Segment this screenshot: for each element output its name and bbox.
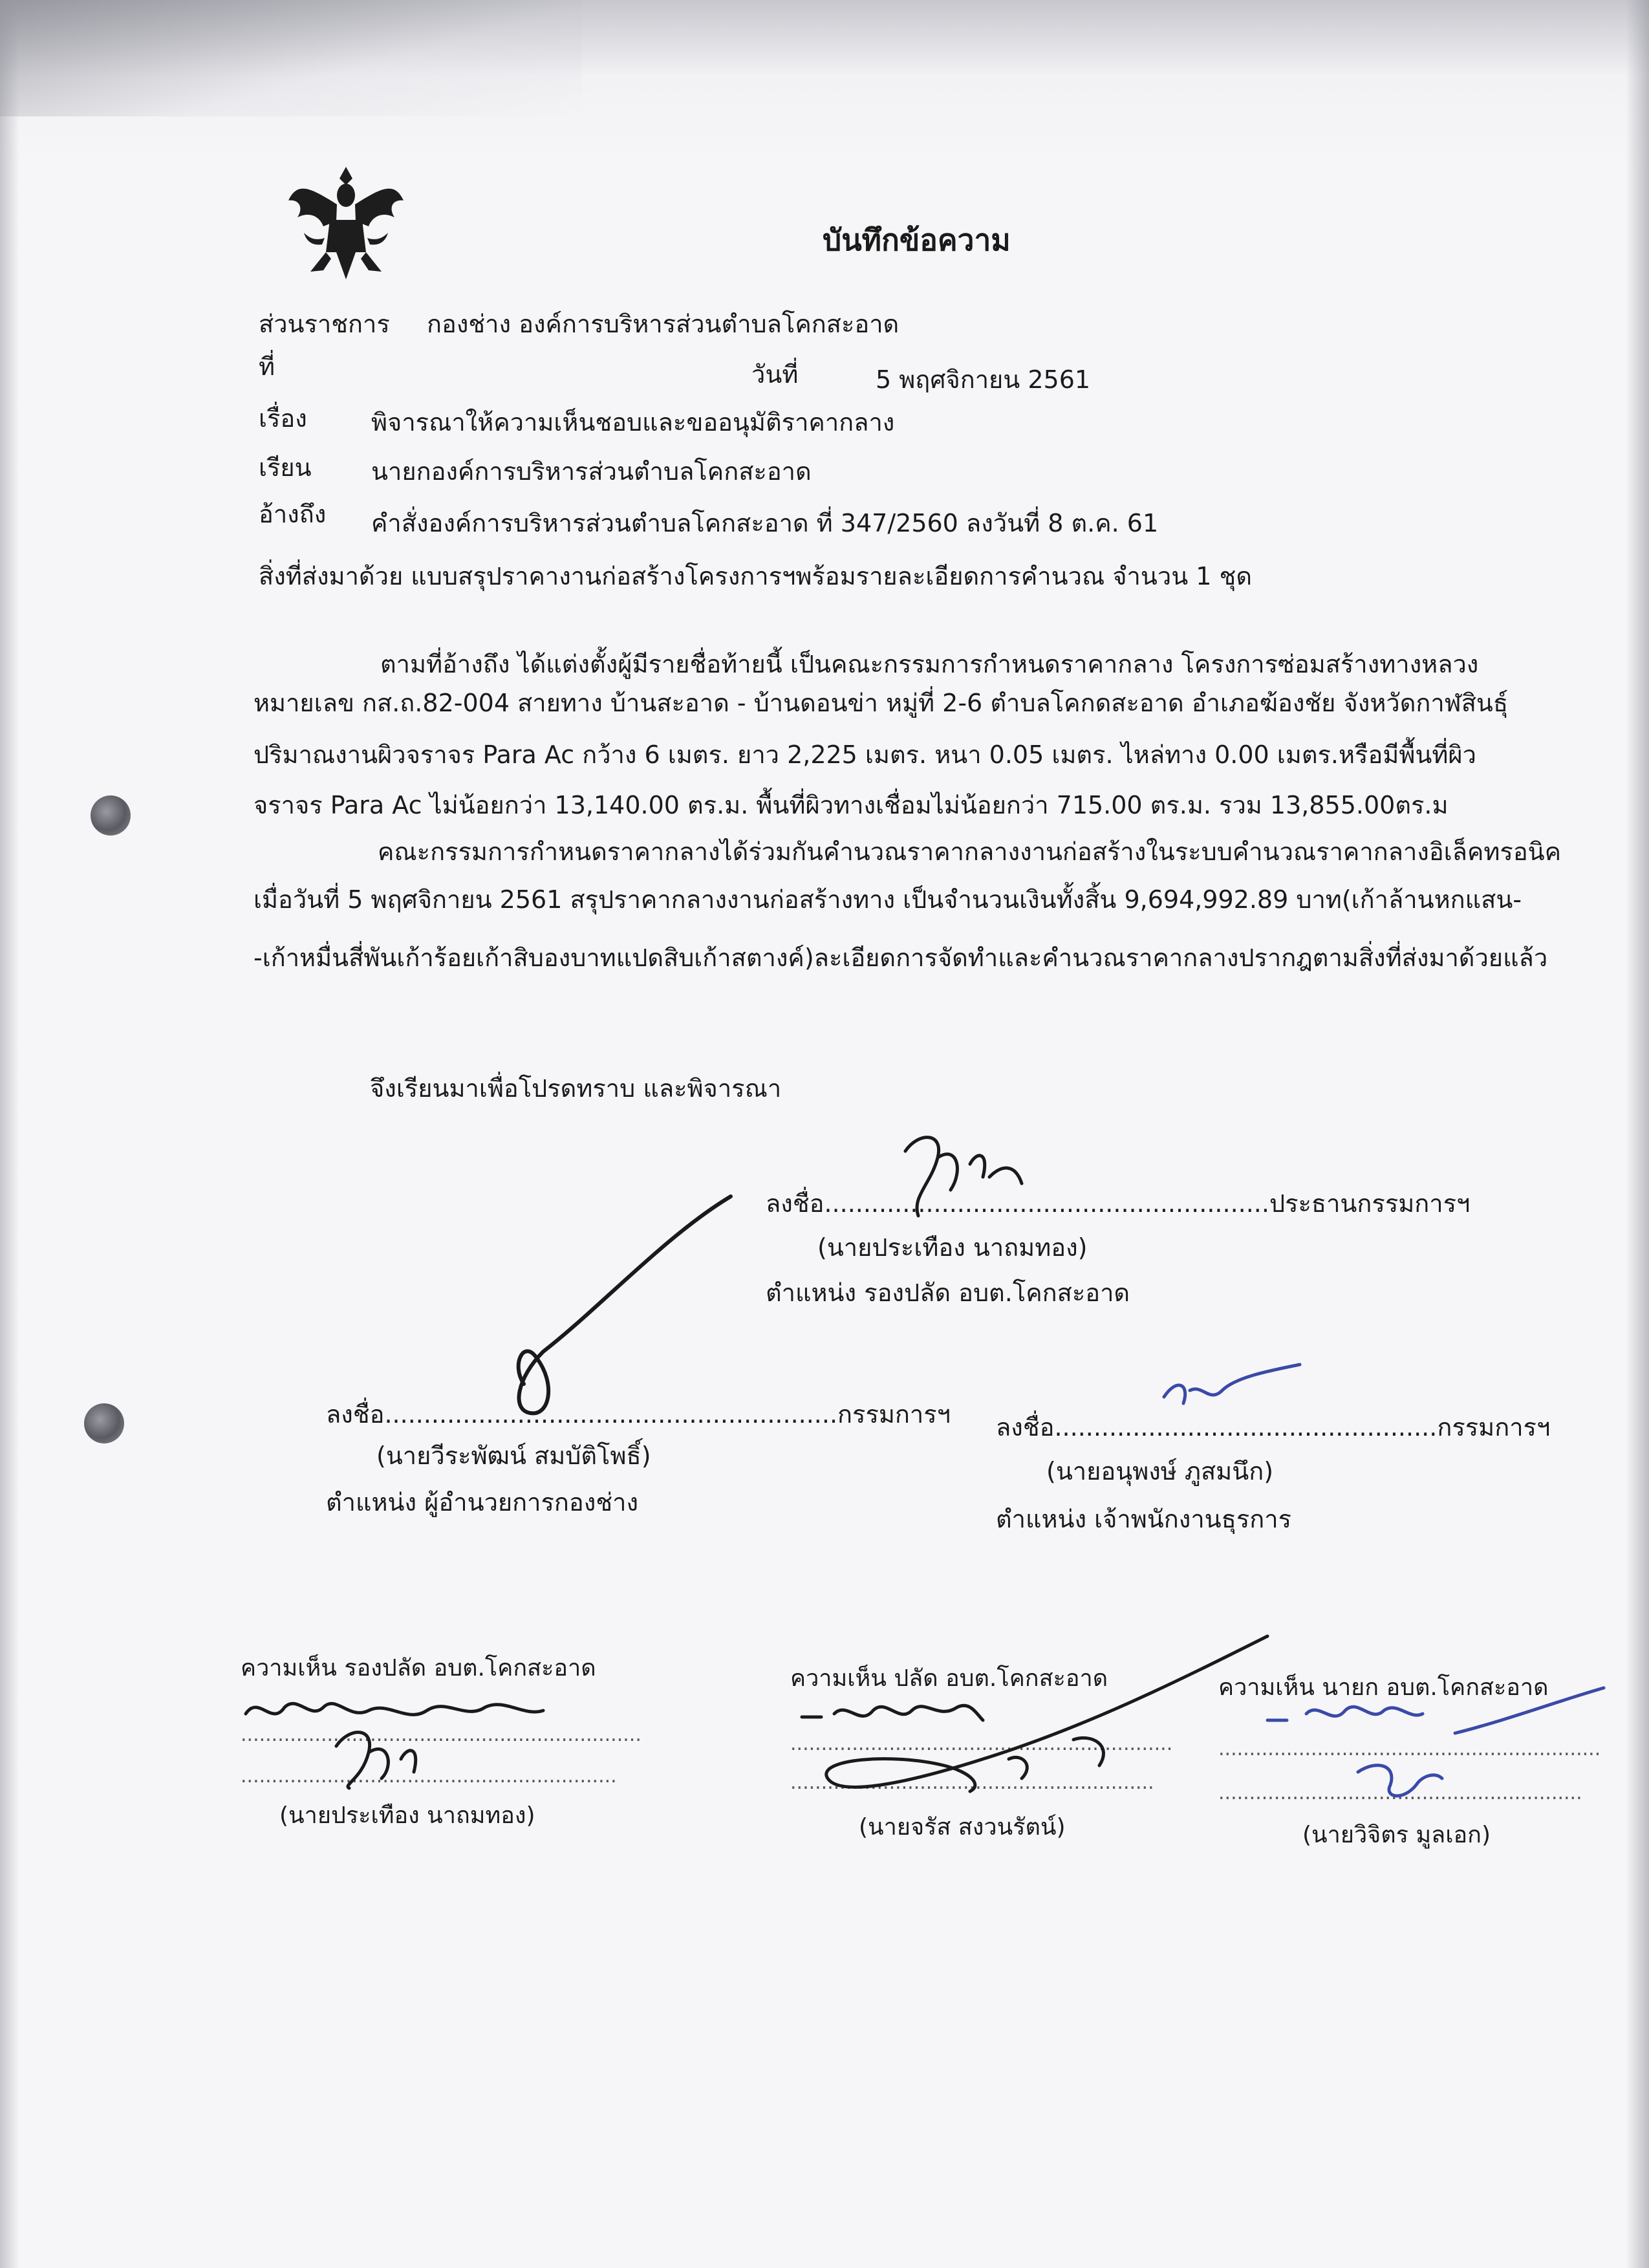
reference-value: คำสั่งองค์การบริหารส่วนตำบลโคกสะอาด ที่ 347/2560 ลงวันที่ 8 ต.ค. 61 — [371, 509, 1159, 537]
subject-label: เรื่อง — [259, 404, 307, 433]
to-label: เรียน — [259, 453, 312, 482]
para1-line1: ตามที่อ้างถึง ได้แต่งตั้งผู้มีรายชื่อท้ายนี้ เป็นคณะกรรมการกำหนดราคากลาง โครงการซ่อมสร้างทางหลวง — [380, 650, 1479, 678]
opinion3-signature-icon — [1352, 1746, 1449, 1804]
opinion3-name: (นายวิจิตร มูลเอก) — [1302, 1822, 1491, 1848]
date-label: วันที่ — [751, 360, 799, 389]
subject-value: พิจารณาให้ความเห็นชอบและขออนุมัติราคากลาง — [371, 408, 895, 437]
to-value: นายกองค์การบริหารส่วนตำบลโคกสะอาด — [371, 457, 812, 486]
para1-line4: จราจร Para Ac ไม่น้อยกว่า 13,140.00 ตร.ม. พื้นที่ผิวทางเชื่อมไม่น้อยกว่า 715.00 ตร.ม. รวม 13,855.00ตร.ม — [253, 791, 1449, 819]
para1-line3: ปริมาณงานผิวจราจร Para Ac กว้าง 6 เมตร. ยาว 2,225 เมตร. หนา 0.05 เมตร. ไหล่ทาง 0.00 เมตร.หรือมีพื้นที่ผิว — [253, 740, 1477, 769]
member1-name: (นายวีระพัฒน์ สมบัติโพธิ์) — [376, 1442, 651, 1470]
para2-line2: เมื่อวันที่ 5 พฤศจิกายน 2561 สรุปราคากลางงานก่อสร้างทาง เป็นจำนวนเงินทั้งสิ้น 9,694,992.89 บาท(เก้าล้านหกแสน- — [253, 885, 1522, 914]
scan-edge-right — [1626, 0, 1649, 2268]
ref-no-label: ที่ — [259, 352, 275, 381]
opinion3-heading: ความเห็น นายก อบต.โคกสะอาด — [1218, 1674, 1549, 1701]
opinion2-dotline1: .............................................................. — [790, 1733, 1173, 1755]
date-value: 5 พฤศจิกายน 2561 — [876, 365, 1091, 394]
chair-position: ตำแหน่ง รองปลัด อบต.โคกสะอาด — [766, 1279, 1130, 1307]
opinion3-dotline2: ........................................................... — [1218, 1782, 1582, 1804]
opinion1-dotline2: ............................................................. — [241, 1765, 617, 1787]
scan-shadow-corner — [0, 0, 582, 116]
scan-edge-left — [0, 0, 19, 2268]
member2-position: ตำแหน่ง เจ้าพนักงานธุรการ — [996, 1505, 1292, 1533]
opinion1-dotline1: ................................................................. — [241, 1723, 641, 1746]
opinion1-heading: ความเห็น รองปลัด อบต.โคกสะอาด — [241, 1655, 596, 1681]
para2-line3: -เก้าหมื่นสี่พันเก้าร้อยเก้าสิบองบาทแปดสิบเก้าสตางค์)ละเอียดการจัดทำและคำนวณราคากลางปรากฎตามสิ่งที่ส่งมาด้วยแล้ว — [253, 944, 1548, 972]
enclosure-line: สิ่งที่ส่งมาด้วย แบบสรุปราคางานก่อสร้างโครงการฯพร้อมรายละเอียดการคำนวณ จำนวน 1 ชุด — [259, 562, 1252, 590]
chair-sign-line: ลงชื่อ.........................................................ประธานกรรมการฯ — [766, 1189, 1471, 1218]
chair-name: (นายประเทือง นาถมทอง) — [817, 1233, 1088, 1262]
reference-label: อ้างถึง — [259, 500, 327, 528]
para2-line1: คณะกรรมการกำหนดราคากลางได้ร่วมกันคำนวณราคากลางงานก่อสร้างในระบบคำนวณราคากลางอิเล็คทรอนิค — [378, 837, 1562, 866]
memo-title: บันทึกข้อความ — [823, 222, 1011, 257]
para1-line2: หมายเลข กส.ถ.82-004 สายทาง บ้านสะอาด - บ้านดอนข่า หมู่ที่ 2-6 ตำบลโคกดสะอาด อำเภอฆ้องชัย จังหวัดกาฬสินธุ์ — [253, 689, 1509, 717]
closing-line: จึงเรียนมาเพื่อโปรดทราบ และพิจารณา — [370, 1074, 782, 1103]
agency-label: ส่วนราชการ — [259, 310, 390, 338]
agency-value: กองช่าง องค์การบริหารส่วนตำบลโคกสะอาด — [427, 310, 900, 338]
opinion1-signature-icon — [323, 1720, 453, 1791]
opinion2-signature-icon — [815, 1630, 1280, 1811]
punch-hole-top — [91, 795, 131, 836]
opinion2-dotline2: ........................................................... — [790, 1771, 1154, 1794]
opinion2-heading: ความเห็น ปลัด อบต.โคกสะอาด — [790, 1665, 1108, 1692]
opinion1-name: (นายประเทือง นาถมทอง) — [279, 1802, 535, 1829]
punch-hole-bottom — [84, 1403, 124, 1443]
opinion2-name: (นายจรัส สงวนรัตน์) — [859, 1814, 1066, 1841]
member1-position: ตำแหน่ง ผู้อำนวยการกองช่าง — [326, 1488, 638, 1517]
opinion3-dotline1: .............................................................. — [1218, 1738, 1601, 1760]
member1-sign-line: ลงชื่อ..........................................................กรรมการฯ — [326, 1400, 951, 1429]
member2-signature-icon — [1158, 1358, 1306, 1416]
member1-signature-icon — [472, 1190, 744, 1423]
member2-name: (นายอนุพงษ์ ภูสมนึก) — [1046, 1457, 1274, 1485]
chair-signature-icon — [892, 1125, 1048, 1222]
member2-sign-line: ลงชื่อ.................................................กรรมการฯ — [996, 1413, 1551, 1442]
garuda-emblem-icon — [285, 162, 407, 285]
